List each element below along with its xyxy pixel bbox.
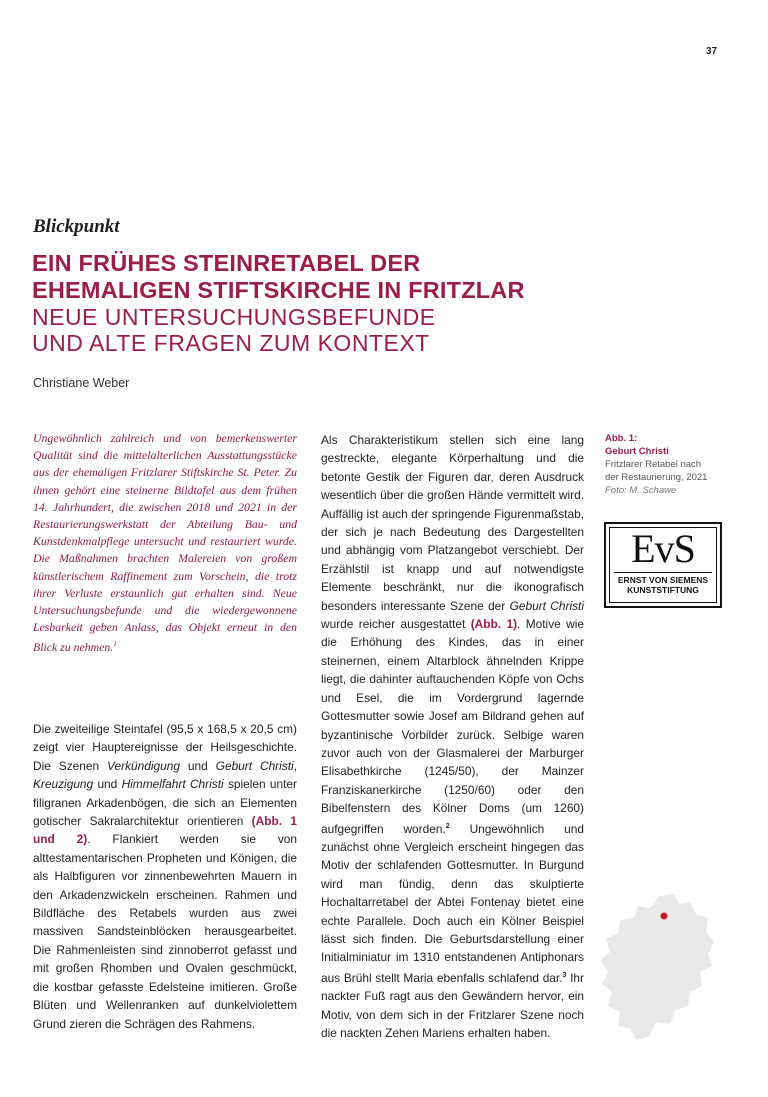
figure-caption bbox=[605, 432, 745, 497]
map-region-shape bbox=[600, 894, 714, 1040]
body-text: Ihr nackter Fuß ragt aus den Gewändern hervor, ein Motiv, von dem sich in der Fritzlarer Szene noch die nackten Zehen Mariens erhalten haben. bbox=[321, 970, 584, 1040]
author-name: Christiane Weber bbox=[33, 376, 130, 390]
body-text: spielen unter filigranen Arkadenbögen, die sich an Elementen gotischer Sakralarchitektur orientieren bbox=[33, 777, 298, 829]
body-column-middle bbox=[321, 431, 584, 1042]
caption-label: Abb. 1: bbox=[605, 433, 638, 444]
caption-title: Geburt Christi bbox=[605, 446, 669, 457]
body-text: und bbox=[180, 758, 216, 773]
caption-line-2: der Restaurierung, 2021 bbox=[605, 472, 708, 483]
title-line-1: EIN FRÜHES STEINRETABEL DER bbox=[32, 250, 421, 276]
footnote-ref-3: 3 bbox=[562, 971, 567, 979]
title-line-2: EHEMALIGEN STIFTSKIRCHE IN FRITZLAR bbox=[32, 277, 525, 303]
body-text: . Motive wie die Erhöhung des Kindes, das in einer steinernen, einem Altarblock ähnelnden Krippe liegt, die dahinter auftauchenden Köpfe von Ochs und Esel, die im Vordergrund lagernde Gottesmutter sowie Josef am Bildrand gehen auf byzantinische Vorbilder zurück. Selbige waren zuvor auch von der Glasmalerei der Marburger Elisabethkirche (1245/50), der Mainzer Franziskanerkirche (1250/60) oder den Bibelfenstern des Kölner Doms (um 1260) aufgegriffen worden. bbox=[321, 617, 584, 836]
fritzlar-location-dot bbox=[661, 913, 668, 920]
abstract-text: Ungewöhnlich zahlreich und von bemerkenswerter Qualität sind die mittelalterlichen Ausstattungsstücke aus der ehemaligen Fritzlarer Stiftskirche St. Peter. Zu ihnen gehört eine steinerne Bildtafel aus dem frühen 14. Jahrhundert, die zwischen 2018 und 2021 in der Restaurierungswerkstatt der Abteilung Bau- und Kunstdenkmalpflege untersucht und restauriert wurde. Die Maßnahmen brachten Malereien von großem künstlerischem Raffinement zum Vorschein, die trotz ihrer Verluste erstaunlich gut erhalten sind. Neue Untersuchungsbefunde und die wiedergewonnene Lesbarkeit geben Anlass, das Objekt erneut in den Blick zu nehmen. bbox=[33, 431, 297, 655]
body-text: , bbox=[293, 758, 297, 773]
logo-text bbox=[606, 575, 720, 595]
body-text: Ungewöhnlich und zunächst ohne Vergleich erscheint hingegen das Motiv der schlafenden Gottesmutter. In Burgund wird man fündig, denn das skulptierte Hochaltarretabel der Abtei Fontenay bietet eine echte Parallele. Doch auch ein Kölner Beispiel lässt sich finden. Die Geburtsdarstellung einer Initialminiatur im 1310 entstandenen Antiphonars aus Brühl stellt Maria ebenfalls schlafend dar. bbox=[321, 821, 584, 985]
scene-name: Himmelfahrt Christi bbox=[121, 777, 224, 792]
caption-photo-credit: Foto: M. Schawe bbox=[605, 485, 677, 496]
body-text: Als Charakteristikum stellen sich eine lang gestreckte, elegante Körperhaltung und die betonte Gestik der Figuren dar, deren Ausdruck wesentlich über die großen Hände vermittelt wird. Auffällig ist auch der springende Figurenmaßstab, der sich je nach Bedeutung des Dargestellten und abhängig vom Platzangebot verschiebt. Der Erzählstil ist knapp und auf notwendigste Elemente beschränkt, nur die ikonografisch besonders interessante Szene der bbox=[321, 433, 584, 613]
section-kicker: Blickpunkt bbox=[33, 216, 120, 237]
logo-rule bbox=[614, 572, 712, 573]
logo-text-line-1: ERNST VON SIEMENS bbox=[617, 575, 709, 585]
subtitle-line-1: NEUE UNTERSUCHUNGSBEFUNDE bbox=[32, 304, 436, 330]
caption-line-1: Fritzlarer Retabel nach bbox=[605, 459, 702, 470]
page-number: 37 bbox=[706, 46, 718, 57]
footnote-ref-1: 1 bbox=[113, 640, 117, 649]
figure-reference[interactable]: (Abb. 1) bbox=[470, 617, 518, 632]
evs-logo bbox=[604, 522, 722, 608]
body-text: Die zweiteilige Steintafel (95,5 x 168,5 x 20,5 cm) zeigt vier Hauptereignisse der Heilsgeschichte. Die Szenen bbox=[33, 722, 297, 773]
scene-name: Verkündigung bbox=[107, 758, 180, 773]
figure-reference[interactable]: (Abb. 1 und 2) bbox=[33, 814, 298, 847]
scene-name: Geburt Christi bbox=[215, 758, 294, 773]
article-subtitle bbox=[32, 304, 436, 356]
scene-name: Geburt Christi bbox=[509, 598, 585, 613]
scene-name: Kreuzigung bbox=[33, 777, 94, 792]
logo-mark: EvS bbox=[631, 526, 695, 571]
body-text: wurde reicher ausgestattet bbox=[321, 617, 471, 632]
subtitle-line-2: UND ALTE FRAGEN ZUM KONTEXT bbox=[32, 330, 430, 356]
body-column-left bbox=[33, 720, 297, 1033]
article-title bbox=[32, 250, 525, 304]
body-text: und bbox=[93, 777, 122, 792]
hesse-map-icon bbox=[590, 890, 720, 1050]
logo-text-line-2: KUNSTSTIFTUNG bbox=[627, 585, 699, 595]
abstract bbox=[33, 430, 297, 657]
footnote-ref-2: 2 bbox=[445, 822, 450, 830]
body-text: . Flankiert werden sie von alttestamentarischen Propheten und Königen, die als Halbfiguren vor zinnenbewehrten Mauern in den Arkadenzwickeln erscheinen. Rahmen und Bildfläche des Retabels wurden aus zwei massiven Sandsteinblöcken herausgearbeitet. Die Rahmenleisten sind zinnoberrot gefasst und mit großen Rhomben und Ovalen geschmückt, die kostbar gefasste Edelsteine imitieren. Große Blüten und Wellenranken auf dunkelviolettem Grund zieren die Schrägen des Rahmens. bbox=[33, 832, 298, 1031]
